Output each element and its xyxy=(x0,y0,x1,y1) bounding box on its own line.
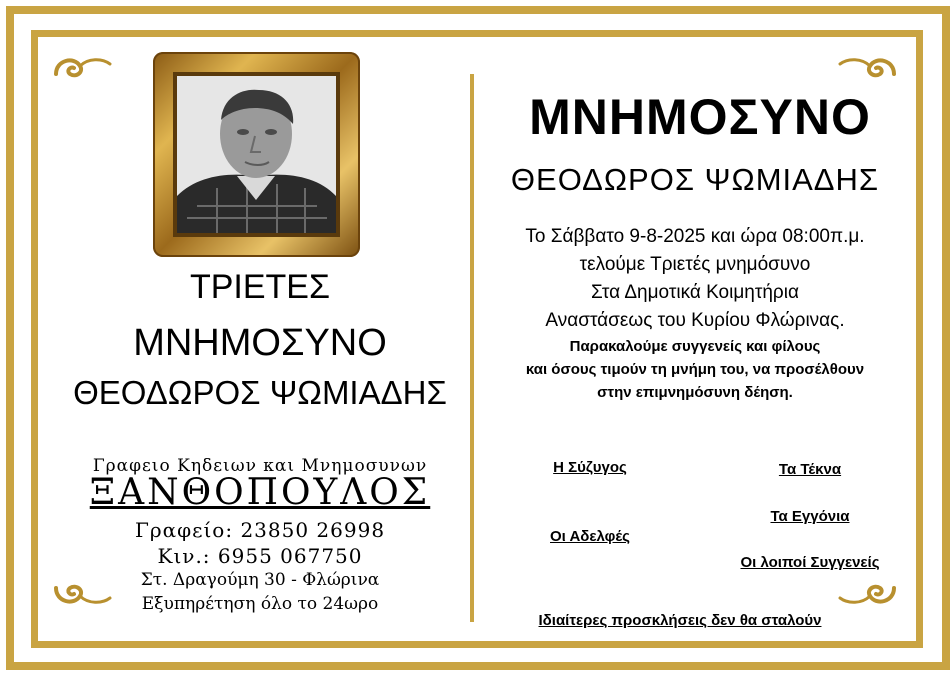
invitation-line-1: Παρακαλούμε συγγενείς και φίλους xyxy=(569,338,821,355)
left-deceased-name: ΘΕΟΔΩΡΟΣ ΨΩΜΙΑΔΗΣ xyxy=(73,374,447,411)
gilded-frame-icon xyxy=(153,52,360,257)
left-title-trietes: ΤΡΙΕΤΕΣ xyxy=(189,268,331,306)
ceremony-church-line: Αναστάσεως του Κυρίου Φλώρινας. xyxy=(545,310,845,331)
portrait-photo-icon xyxy=(177,76,336,233)
funeral-office-heading: Γραφειο Κηδειων και Μνημοσυνων xyxy=(92,456,428,476)
ceremony-place-line: Στα Δημοτικά Κοιμητήρια xyxy=(591,282,799,303)
right-deceased-name: ΘΕΟΔΩΡΟΣ ΨΩΜΙΑΔΗΣ xyxy=(510,162,880,197)
right-title-mnimosyno: ΜΝΗΜΟΣΥΝΟ xyxy=(529,89,871,145)
office-phone: Γραφείο: 23850 26998 xyxy=(134,518,386,542)
funeral-office-name: ΞΑΝΘΟΠΟΥΛΟΣ xyxy=(89,472,431,513)
signature-grandchildren: Τα Εγγόνια xyxy=(770,508,850,525)
office-mobile: Κιν.: 6955 067750 xyxy=(157,544,363,568)
left-title-mnimosyno: ΜΝΗΜΟΣΥΝΟ xyxy=(133,322,387,364)
signature-spouse: Η Σύζυγος xyxy=(553,459,627,476)
invitation-line-3: στην επιμνημόσυνη δέηση. xyxy=(597,384,793,401)
office-service-hours: Εξυπηρέτηση όλο το 24ωρο xyxy=(141,594,379,614)
flourish-bottom-right-icon xyxy=(836,582,898,610)
flourish-top-left-icon xyxy=(52,52,114,80)
footer-no-invitations: Ιδιαίτερες προσκλήσεις δεν θα σταλούν xyxy=(538,612,822,629)
office-address: Στ. Δραγούμη 30 - Φλώρινα xyxy=(140,570,380,590)
signature-siblings: Οι Αδελφές xyxy=(550,528,630,545)
center-divider xyxy=(470,74,474,622)
signature-relatives: Οι λοιποί Συγγενείς xyxy=(740,554,880,571)
signature-children: Τα Τέκνα xyxy=(778,461,842,478)
ceremony-type-line: τελούμε Τριετές μνημόσυνο xyxy=(579,254,811,275)
ceremony-date-line: Το Σάββατο 9-8-2025 και ώρα 08:00π.μ. xyxy=(525,226,865,247)
flourish-top-right-icon xyxy=(836,52,898,80)
invitation-line-2: και όσους τιμούν τη μνήμη του, να προσέλθουν xyxy=(525,361,865,378)
